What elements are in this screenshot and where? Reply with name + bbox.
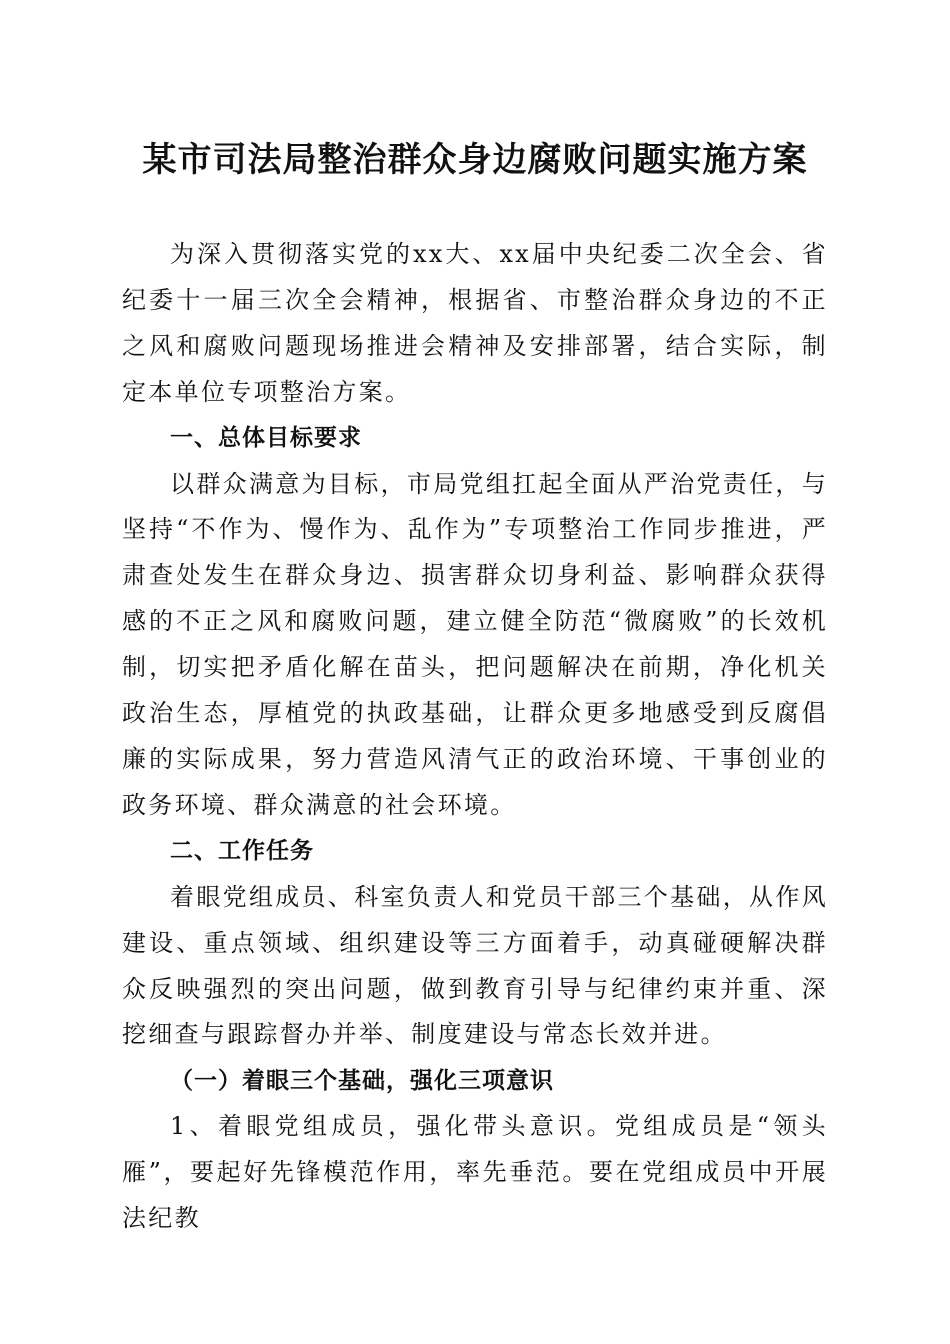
section-1-heading: 一、总体目标要求 bbox=[170, 424, 362, 451]
document-body bbox=[122, 232, 828, 1242]
section-2-paragraph: 着眼党组成员、科室负责人和党员干部三个基础，从作风建设、重点领域、组织建设等三方面着手，动真碰硬解决群众反映强烈的突出问题，做到教育引导与纪律约束并重、深挖细查与跟踪督办并举、制度建设与常态长效并进。 bbox=[122, 882, 828, 1049]
intro-paragraph: 为深入贯彻落实党的xx大、xx届中央纪委二次全会、省纪委十一届三次全会精神，根据省、市整治群众身边的不正之风和腐败问题现场推进会精神及安排部署，结合实际，制定本单位专项整治方案。 bbox=[122, 240, 828, 406]
document-title: 某市司法局整治群众身边腐败问题实施方案 bbox=[142, 140, 808, 180]
section-1-paragraph: 以群众满意为目标，市局党组扛起全面从严治党责任，与坚持“不作为、慢作为、乱作为”专项整治工作同步推进，严肃查处发生在群众身边、损害群众切身利益、影响群众获得感的不正之风和腐败问题，建立健全防范“微腐败”的长效机制，切实把矛盾化解在苗头，把问题解决在前期，净化机关政治生态，厚植党的执政基础，让群众更多地感受到反腐倡廉的实际成果，努力营造风清气正的政治环境、干事创业的政务环境、群众满意的社会环境。 bbox=[122, 469, 828, 819]
subsection-1-heading: （一）着眼三个基础，强化三项意识 bbox=[170, 1067, 554, 1095]
section-2-heading: 二、工作任务 bbox=[170, 837, 314, 864]
item-1-paragraph: 1、着眼党组成员，强化带头意识。党组成员是“领头雁”，要起好先锋模范作用，率先垂范。要在党组成员中开展法纪教 bbox=[122, 1112, 828, 1233]
